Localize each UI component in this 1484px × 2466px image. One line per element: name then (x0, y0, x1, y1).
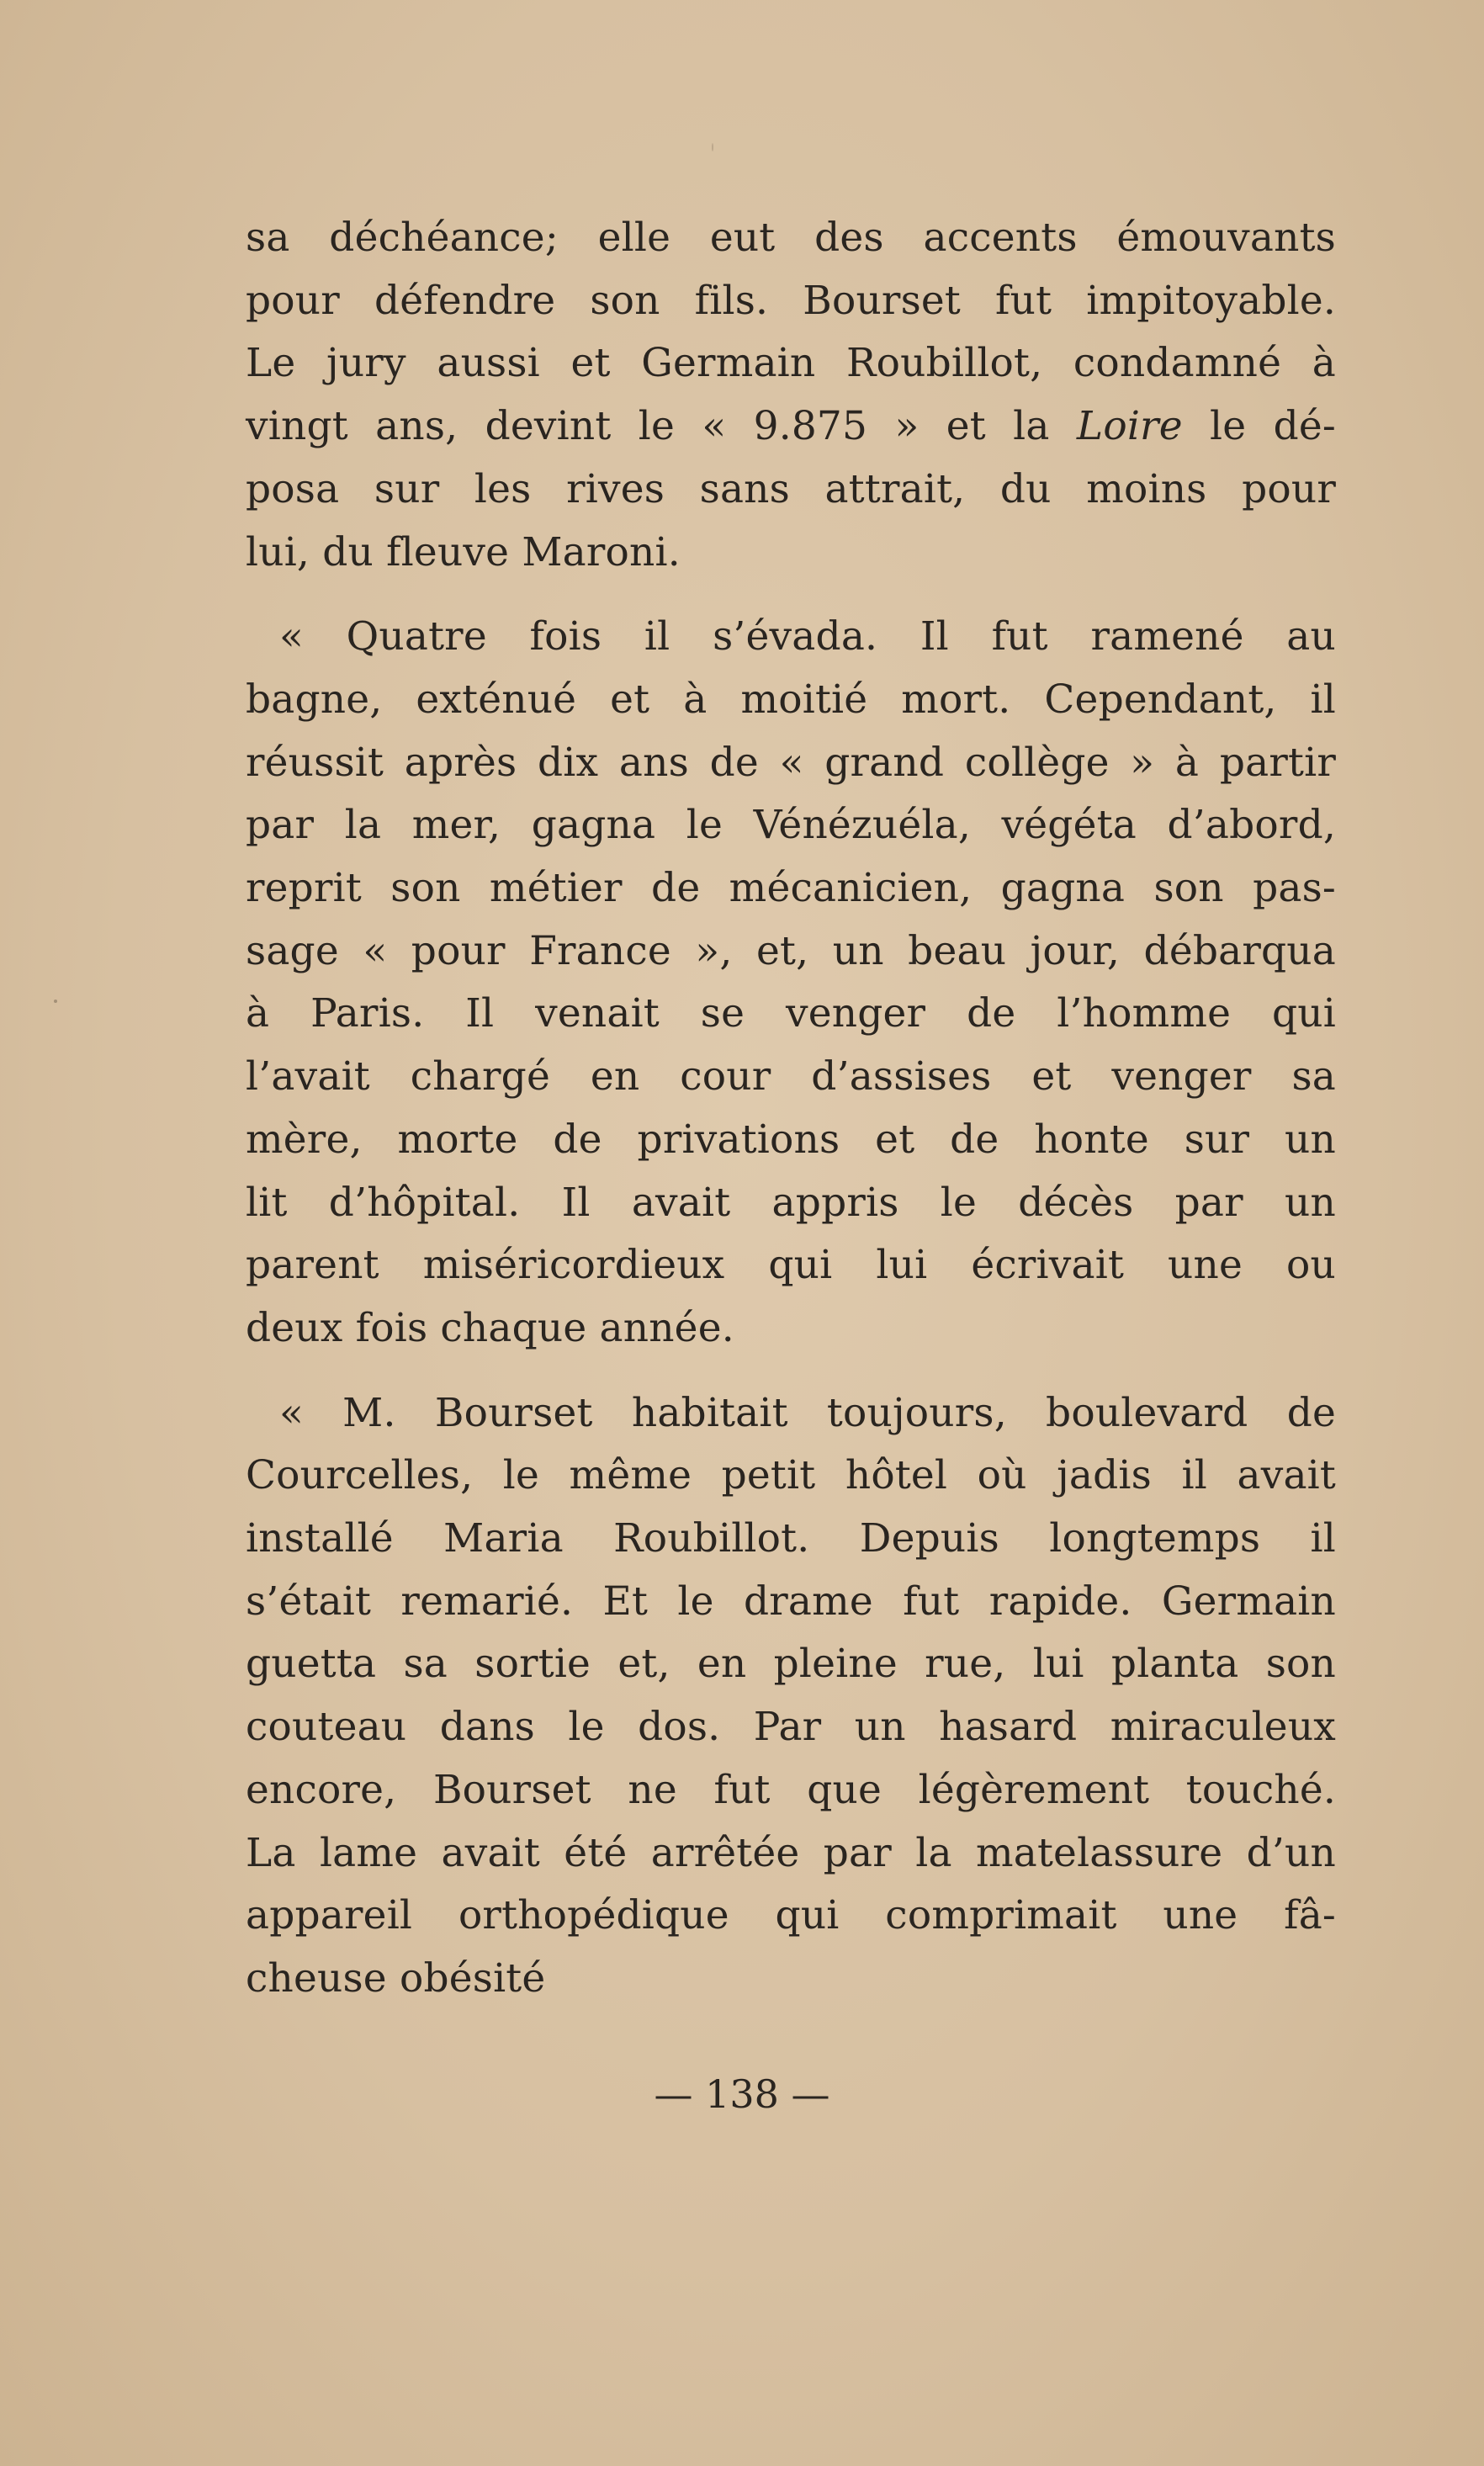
paper-speck (54, 1000, 57, 1003)
text-line: La lame avait été arrêtée par la matelassure d’un (246, 1829, 1336, 1876)
text-line: bagne, exténué et à moitié mort. Cependant, il (246, 676, 1336, 723)
text-line: posa sur les rives sans attrait, du moins pour (246, 465, 1336, 512)
paragraph-2 (246, 606, 1336, 1360)
paragraph-1 (246, 207, 1336, 584)
text-line: guetta sa sortie et, en pleine rue, lui planta son (246, 1641, 1336, 1688)
text-line: sage « pour France », et, un beau jour, débarqua (246, 927, 1336, 974)
text-line: lit d’hôpital. Il avait appris le décès par un (246, 1179, 1336, 1226)
body-text (246, 207, 1336, 2011)
text-line: encore, Bourset ne fut que légèrement touché. (246, 1766, 1336, 1813)
text-line: par la mer, gagna le Vénézuéla, végéta d’abord, (246, 802, 1336, 849)
text-line: s’était remarié. Et le drame fut rapide. Germain (246, 1578, 1336, 1625)
text-line: cheuse obésité (246, 1954, 546, 2002)
paragraph-3 (246, 1382, 1336, 2011)
italic-word: Loire (1076, 403, 1183, 450)
text-line: appareil orthopédique qui comprimait une fâ- (246, 1892, 1336, 1939)
text-line: vingt ans, devint le « 9.875 » et la Loire le dé- (246, 403, 1336, 450)
text-line: mère, morte de privations et de honte sur un (246, 1116, 1336, 1163)
text-line: installé Maria Roubillot. Depuis longtemps il (246, 1515, 1336, 1562)
paper-speck (712, 143, 713, 151)
text-line: parent miséricordieux qui lui écrivait une ou (246, 1242, 1336, 1289)
text-line: deux fois chaque année. (246, 1304, 734, 1351)
text-line: reprit son métier de mécanicien, gagna son pas- (246, 865, 1336, 912)
text-line: à Paris. Il venait se venger de l’homme qui (246, 990, 1336, 1037)
text-line: Courcelles, le même petit hôtel où jadis il avait (246, 1452, 1336, 1499)
text-line: l’avait chargé en cour d’assises et venger sa (246, 1053, 1336, 1100)
text-line: « Quatre fois il s’évada. Il fut ramené au (279, 613, 1336, 660)
text-line: pour défendre son fils. Bourset fut impitoyable. (246, 277, 1336, 324)
text-line: sa déchéance; elle eut des accents émouvants (246, 215, 1336, 261)
text-line: réussit après dix ans de « grand collège » à partir (246, 739, 1336, 786)
text-line: lui, du fleuve Maroni. (246, 528, 681, 575)
text-line: couteau dans le dos. Par un hasard miraculeux (246, 1704, 1336, 1751)
text-line: « M. Bourset habitait toujours, boulevard de (279, 1389, 1336, 1436)
text-line: Le jury aussi et Germain Roubillot, condamné à (246, 340, 1336, 387)
page-number: — 138 — (654, 2071, 830, 2117)
